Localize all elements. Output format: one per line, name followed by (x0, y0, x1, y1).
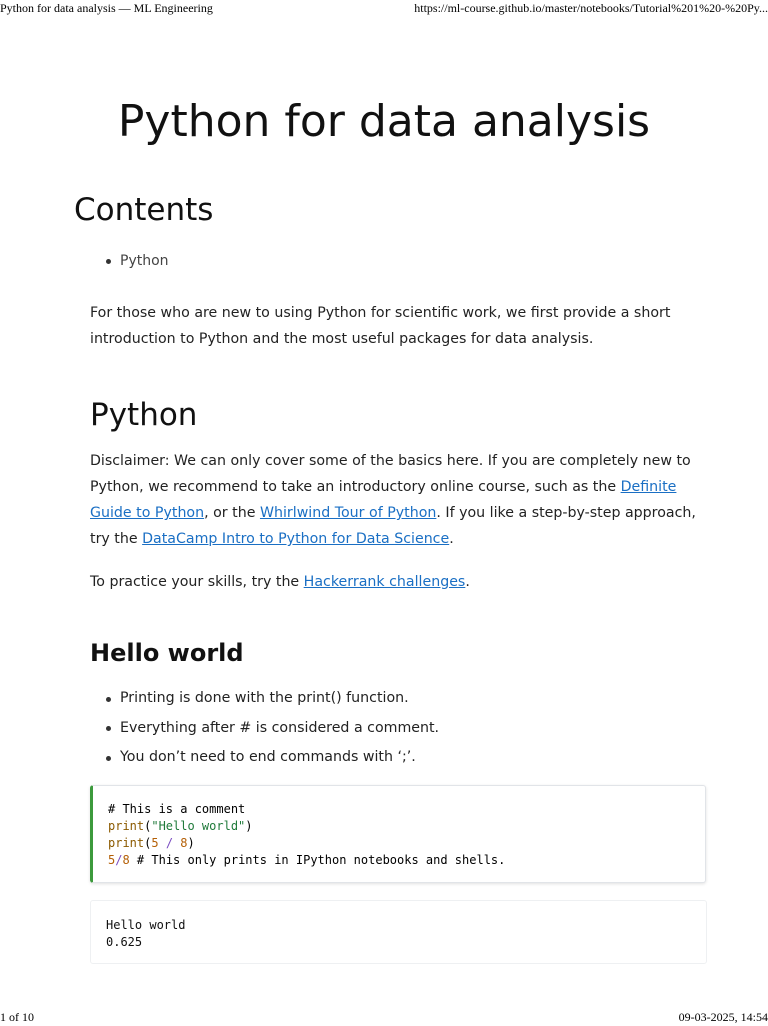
list-item: Printing is done with the print() function. (106, 684, 439, 714)
print-header-title: Python for data analysis — ML Engineering (0, 1, 213, 15)
contents-item-python[interactable] (106, 249, 169, 273)
disclaimer-text-1: Disclaimer: We can only cover some of the basics here. If you are completely new to Python, we recommend to take an introductory online course, such as the (90, 453, 691, 495)
practice-text-1: To practice your skills, try the (90, 574, 304, 590)
code-line-2 (108, 819, 253, 833)
print-header (0, 1, 768, 17)
code-paren: ) (187, 836, 195, 850)
code-function: print (108, 836, 145, 850)
code-output-cell (90, 900, 707, 964)
print-header-url: https://ml-course.github.io/master/notebooks/Tutorial%201%20-%20Py... (414, 1, 768, 15)
contents-item-label[interactable]: Python (120, 253, 169, 269)
disclaimer-paragraph (90, 448, 708, 552)
code-line-1: # This is a comment (108, 802, 246, 816)
code-input-cell[interactable] (90, 785, 706, 883)
code-paren: ) (245, 819, 253, 833)
output-line: Hello world (106, 918, 186, 932)
code-line-3 (108, 836, 195, 850)
code-line-4 (108, 853, 505, 867)
definite-guide-link[interactable]: Definite Guide to Python (90, 479, 677, 521)
datacamp-intro-link[interactable]: DataCamp Intro to Python for Data Science (142, 531, 450, 547)
hello-world-bullets (106, 684, 439, 773)
intro-paragraph: For those who are new to using Python for scientific work, we first provide a short introduction to Python and the most useful packages for data analysis. (90, 305, 671, 347)
contents-list (106, 249, 169, 273)
code-number: 5 (151, 836, 159, 850)
code-string: "Hello world" (151, 819, 246, 833)
code-paren: ( (144, 836, 152, 850)
page-title: Python for data analysis (117, 96, 651, 147)
code-operator: / (158, 836, 181, 850)
print-timestamp: 09-03-2025, 14:54 (678, 1010, 768, 1024)
code-block (108, 801, 505, 869)
hello-world-heading: Hello world (90, 639, 244, 667)
hackerrank-link[interactable]: Hackerrank challenges (303, 574, 466, 590)
disclaimer-text-2: , or the (204, 505, 260, 521)
page-counter: 1 of 10 (0, 1010, 34, 1024)
code-number: 8 (122, 853, 130, 867)
code-comment: # This only prints in IPython notebooks and shells. (129, 853, 506, 867)
code-paren: ( (144, 819, 152, 833)
output-line: 0.625 (106, 935, 143, 949)
python-section-heading: Python (90, 397, 198, 433)
contents-heading: Contents (74, 192, 214, 228)
code-operator: / (115, 853, 123, 867)
list-item: Everything after # is considered a comment. (106, 714, 439, 744)
code-number: 8 (180, 836, 188, 850)
whirlwind-tour-link[interactable]: Whirlwind Tour of Python (259, 505, 437, 521)
disclaimer-text-3: . If you like a step-by-step approach, try the (90, 505, 696, 547)
practice-paragraph (90, 569, 708, 595)
code-number: 5 (108, 853, 116, 867)
code-function: print (108, 819, 145, 833)
output-block (106, 917, 185, 951)
disclaimer-text-4: . (449, 531, 454, 547)
list-item: You don’t need to end commands with ‘;’. (106, 743, 439, 773)
practice-text-2: . (465, 574, 470, 590)
